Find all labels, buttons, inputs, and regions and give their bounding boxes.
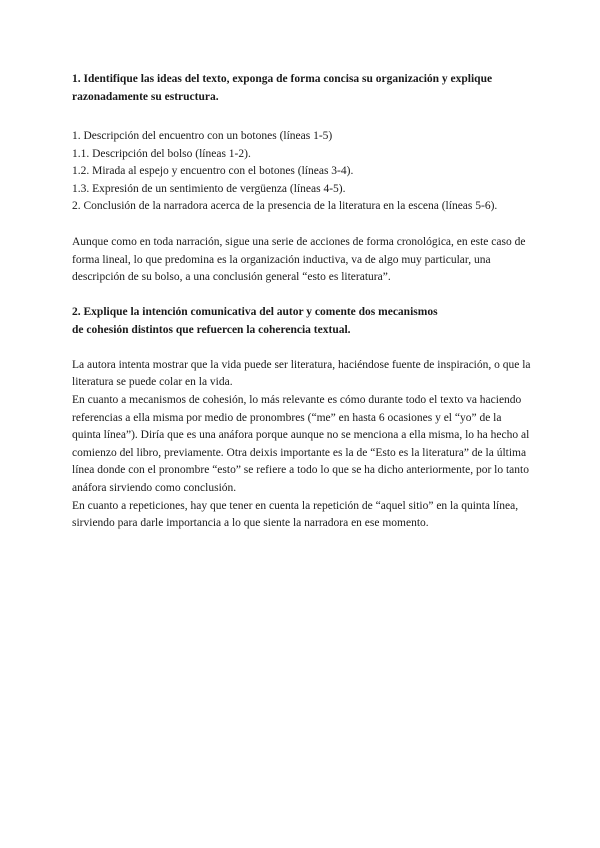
document-page — [72, 70, 532, 533]
outline-item: 1.1. Descripción del bolso (líneas 1-2). — [72, 147, 251, 160]
question-1-heading: 1. Identifique las ideas del texto, exponga de forma concisa su organización y explique razonadamente su estructura. — [72, 73, 493, 103]
question-2-heading-line-1: 2. Explique la intención comunicativa del autor y comente dos mecanismos — [72, 305, 438, 318]
question-2-paragraph-intention: La autora intenta mostrar que la vida puede ser literatura, haciéndose fuente de inspiración, o que la literatura se puede colar en la vida. — [72, 358, 531, 389]
outline-item: 1.2. Mirada al espejo y encuentro con el botones (líneas 3-4). — [72, 165, 354, 178]
outline-item: 1. Descripción del encuentro con un botones (líneas 1-5) — [72, 130, 333, 142]
question-1-answer: Aunque como en toda narración, sigue una serie de acciones de forma cronológica, en este caso de forma lineal, lo que predomina es la organización inductiva, va de algo muy particular, una descripción de su bolso, a una conclusión general “esto es literatura”. — [72, 235, 526, 284]
structure-outline — [72, 128, 532, 216]
question-2-heading — [72, 303, 532, 339]
question-2-paragraph-repetition: En cuanto a repeticiones, hay que tener en cuenta la repetición de “aquel sitio” en la quinta línea, sirviendo para darle importancia a lo que siente la narradora en ese momento. — [72, 499, 519, 530]
outline-item: 1.3. Expresión de un sentimiento de vergüenza (líneas 4-5). — [72, 182, 346, 195]
question-2-paragraph-cohesion: En cuanto a mecanismos de cohesión, lo más relevante es cómo durante todo el texto va haciendo referencias a ella misma por medio de pronombres (“me” en hasta 6 ocasiones y el “yo” de la quinta línea”). Diría que es una anáfora porque aunque no se menciona a ella misma, lo ha hecho al comienzo del libro, previamente. Otra deixis importante es la de “Esto es la literatura” de la última línea donde con el pronombre “esto” se refiere a todo lo que se ha dicho anteriormente, por lo tanto anáfora sirviendo como conclusión. — [72, 393, 530, 494]
outline-item: 2. Conclusión de la narradora acerca de la presencia de la literatura en la escena (líneas 5-6). — [72, 200, 498, 213]
question-2-heading-line-2: de cohesión distintos que refuercen la coherencia textual. — [72, 323, 351, 336]
